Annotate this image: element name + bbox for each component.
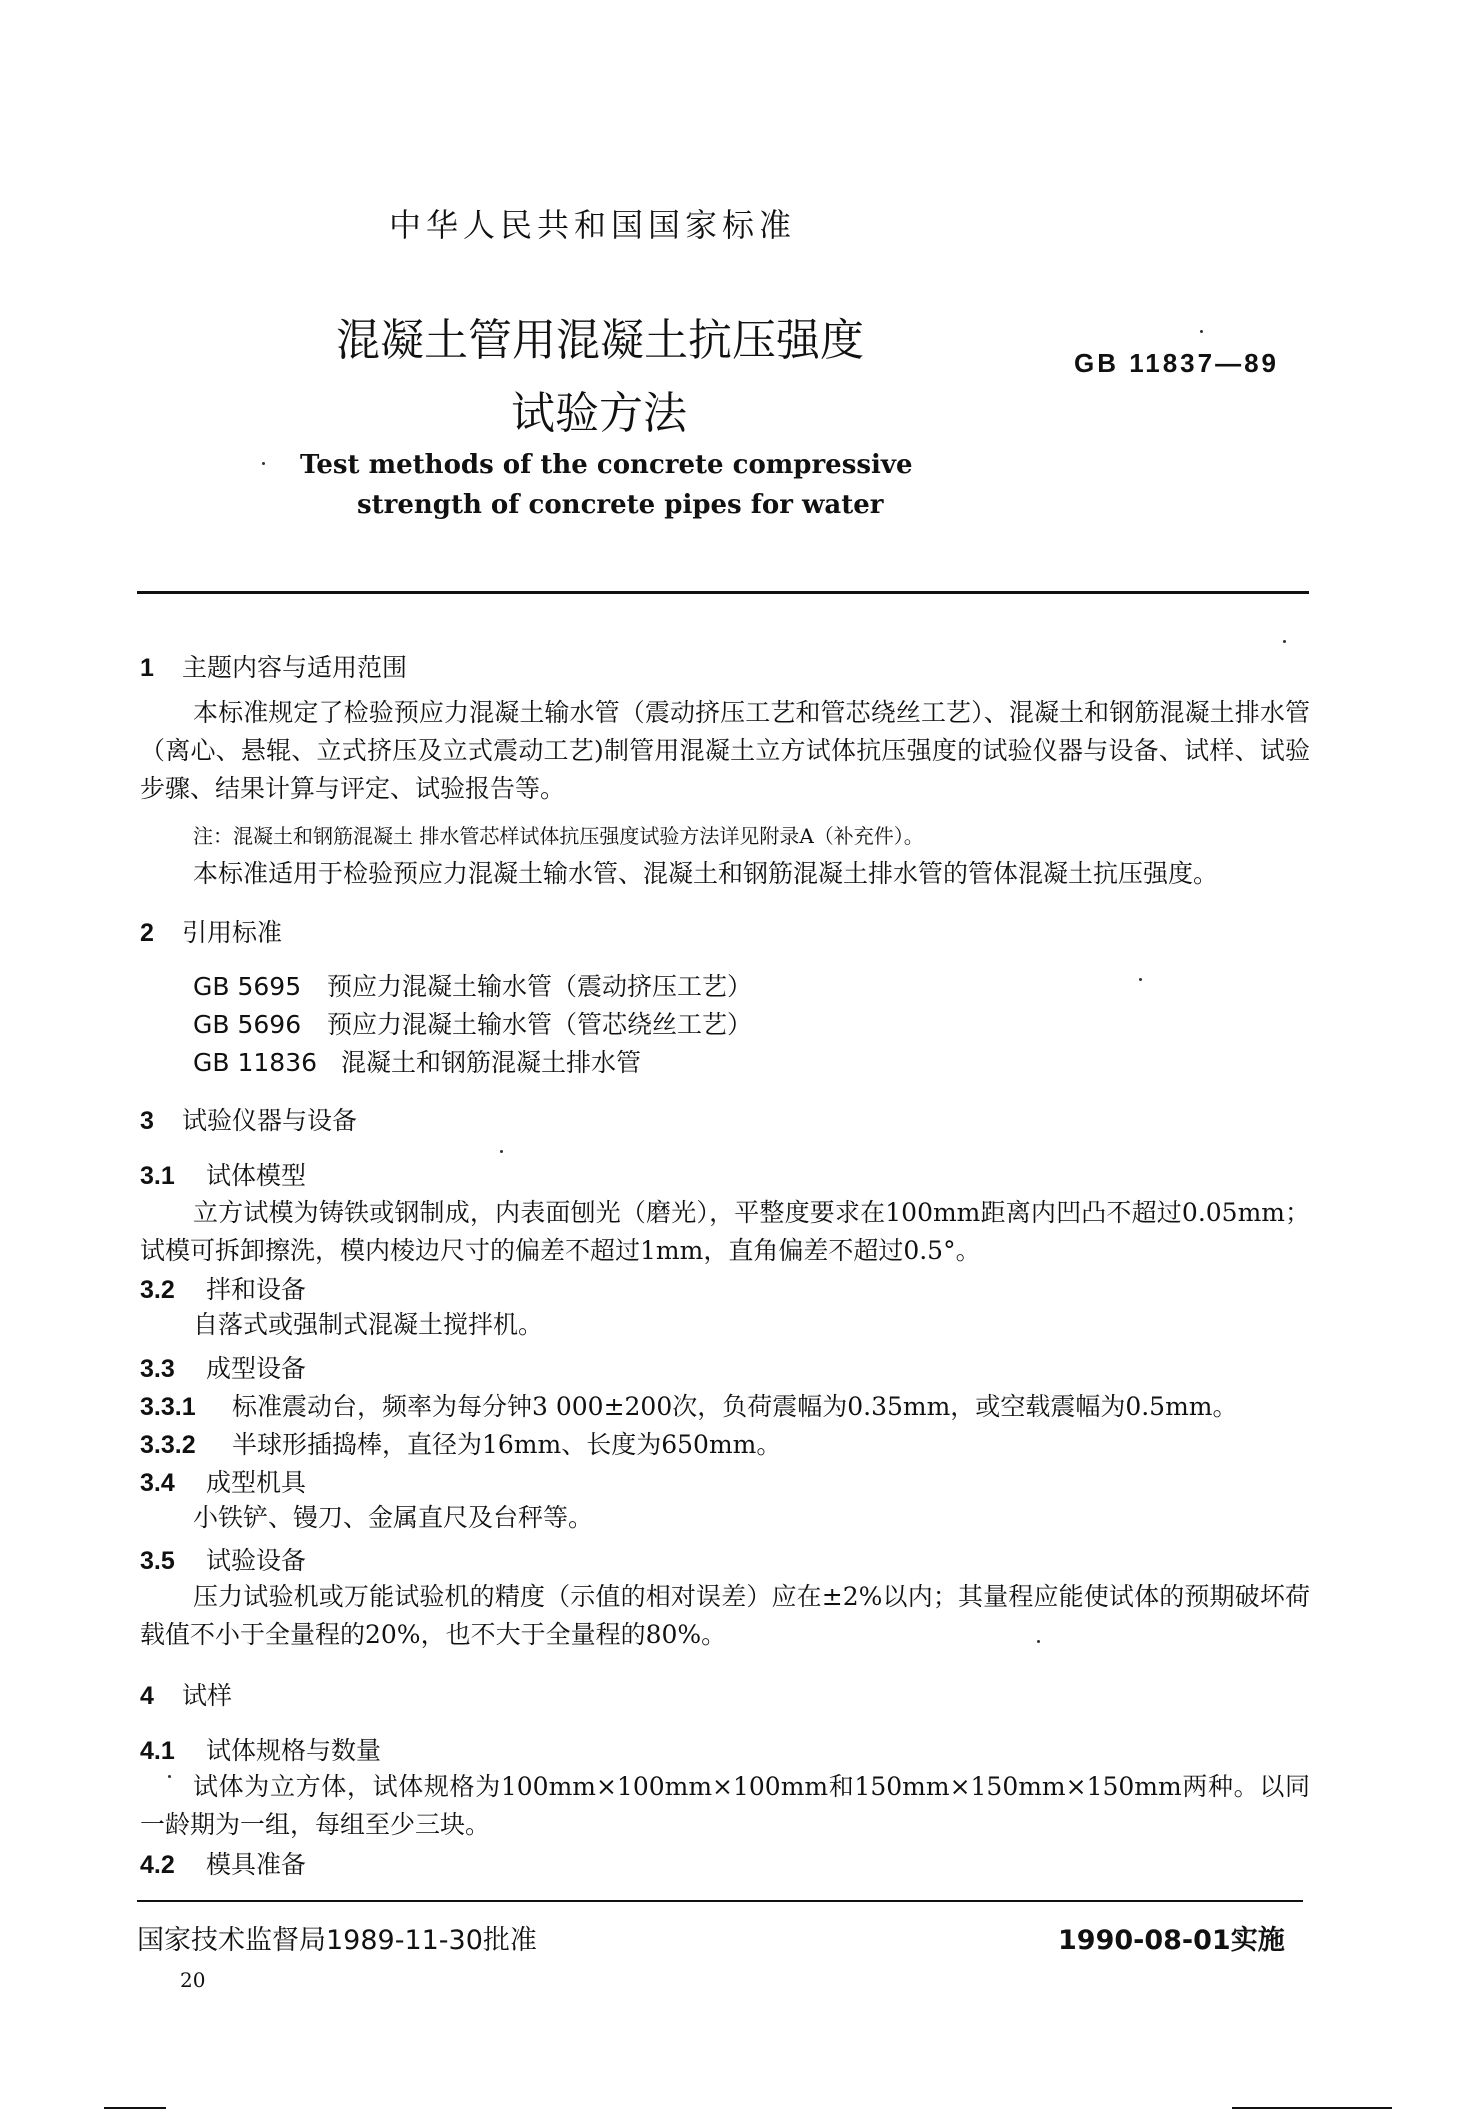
section-1-heading <box>140 648 407 684</box>
subsection-number: 3.3.1 <box>140 1393 196 1421</box>
section-number: 4 <box>140 1682 154 1710</box>
subsection-title: 成型设备 <box>206 1354 307 1383</box>
reference-code: GB 5695 <box>193 972 302 1001</box>
section-2-heading <box>140 913 282 949</box>
section-3-5-heading <box>140 1541 306 1577</box>
scan-speck <box>500 1150 503 1153</box>
section-1-paragraph-2: 本标准适用于检验预应力混凝土输水管、混凝土和钢筋混凝土排水管的管体混凝土抗压强度。 <box>193 859 1219 888</box>
page-number: 20 <box>180 1968 206 1992</box>
standard-code: GB 11837—89 <box>1074 348 1280 378</box>
section-number: 2 <box>140 919 154 947</box>
section-3-3-1 <box>140 1387 1237 1423</box>
footer-divider <box>137 1900 1303 1902</box>
subsection-text: 标准震动台，频率为每分钟3 000±200次，负荷震幅为0.35mm，或空载震幅为0.5mm。 <box>232 1392 1238 1421</box>
subsection-title: 成型机具 <box>206 1468 307 1497</box>
subsection-number: 3.3 <box>140 1355 175 1383</box>
english-title-line-1: Test methods of the concrete compressive <box>300 450 913 480</box>
section-title: 试验仪器与设备 <box>182 1106 358 1135</box>
reference-name: 混凝土和钢筋混凝土排水管 <box>341 1048 642 1077</box>
approval-date: 国家技术监督局1989-11-30批准 <box>137 1925 537 1956</box>
reference-code: GB 5696 <box>193 1010 302 1039</box>
subsection-number: 4.1 <box>140 1737 175 1765</box>
section-number: 1 <box>140 654 154 682</box>
section-3-2-text: 自落式或强制式混凝土搅拌机。 <box>193 1310 544 1339</box>
section-3-3-2 <box>140 1425 781 1461</box>
subsection-number: 3.4 <box>140 1469 175 1497</box>
english-title-line-2: strength of concrete pipes for water <box>357 490 884 520</box>
scan-speck <box>1037 1640 1040 1643</box>
subsection-title: 拌和设备 <box>206 1275 307 1304</box>
reference-item <box>193 967 752 1003</box>
subsection-title: 试体模型 <box>206 1161 307 1190</box>
bottom-scan-line <box>1232 2107 1392 2109</box>
reference-code: GB 11836 <box>193 1048 317 1077</box>
title-line-1: 混凝土管用混凝土抗压强度 <box>336 315 864 366</box>
section-title: 试样 <box>182 1681 233 1710</box>
section-4-1-heading <box>140 1731 381 1767</box>
title-line-2: 试验方法 <box>511 388 687 439</box>
header-divider <box>137 591 1309 594</box>
subsection-number: 3.1 <box>140 1162 175 1190</box>
section-4-1-text: 试体为立方体，试体规格为100mm×100mm×100mm和150mm×150mm×150mm两种。以同一龄期为一组，每组至少三块。 <box>140 1772 1310 1839</box>
section-3-2-heading <box>140 1270 306 1306</box>
subsection-title: 试验设备 <box>206 1546 307 1575</box>
scan-speck <box>1139 978 1142 981</box>
scan-speck <box>1283 640 1286 643</box>
subsection-title: 模具准备 <box>206 1850 307 1879</box>
section-3-1-heading <box>140 1156 306 1192</box>
subsection-number: 3.2 <box>140 1276 175 1304</box>
subsection-title: 试体规格与数量 <box>206 1736 382 1765</box>
subsection-number: 3.3.2 <box>140 1431 196 1459</box>
section-3-4-text: 小铁铲、镘刀、金属直尺及台秤等。 <box>193 1503 594 1532</box>
scan-speck <box>168 1775 171 1778</box>
section-number: 3 <box>140 1107 154 1135</box>
subsection-number: 4.2 <box>140 1851 175 1879</box>
subsection-text: 半球形插捣棒，直径为16mm、长度为650mm。 <box>232 1430 782 1459</box>
scan-speck <box>1200 330 1203 333</box>
bottom-scan-line <box>104 2107 166 2109</box>
national-standard-label: 中华人民共和国国家标准 <box>389 206 797 244</box>
section-1-paragraph-1: 本标准规定了检验预应力混凝土输水管（震动挤压工艺和管芯绕丝工艺）、混凝土和钢筋混凝土排水管（离心、悬辊、立式挤压及立式震动工艺)制管用混凝土立方试体抗压强度的试验仪器与设备、试样、试验步骤、结果计算与评定、试验报告等。 <box>140 698 1310 803</box>
reference-name: 预应力混凝土输水管（震动挤压工艺） <box>327 972 753 1001</box>
scan-speck <box>262 462 265 465</box>
section-3-1-text: 立方试模为铸铁或钢制成，内表面刨光（磨光），平整度要求在100mm距离内凹凸不超过0.05mm；试模可拆卸擦洗，模内棱边尺寸的偏差不超过1mm，直角偏差不超过0.5°。 <box>140 1198 1310 1265</box>
section-title: 引用标准 <box>182 918 283 947</box>
section-3-3-heading <box>140 1349 306 1385</box>
section-4-2-heading <box>140 1845 306 1881</box>
section-1-note: 注：混凝土和钢筋混凝土 排水管芯样试体抗压强度试验方法详见附录A（补充件）。 <box>193 824 924 848</box>
effective-date: 1990-08-01实施 <box>1058 1925 1285 1956</box>
reference-item <box>193 1005 752 1041</box>
section-3-heading <box>140 1101 357 1137</box>
section-title: 主题内容与适用范围 <box>182 653 408 682</box>
section-4-heading <box>140 1676 232 1712</box>
reference-item <box>193 1043 641 1079</box>
reference-name: 预应力混凝土输水管（管芯绕丝工艺） <box>327 1010 753 1039</box>
section-3-4-heading <box>140 1463 306 1499</box>
section-3-5-text: 压力试验机或万能试验机的精度（示值的相对误差）应在±2%以内；其量程应能使试体的预期破坏荷载值不小于全量程的20%，也不大于全量程的80%。 <box>140 1582 1310 1649</box>
subsection-number: 3.5 <box>140 1547 175 1575</box>
